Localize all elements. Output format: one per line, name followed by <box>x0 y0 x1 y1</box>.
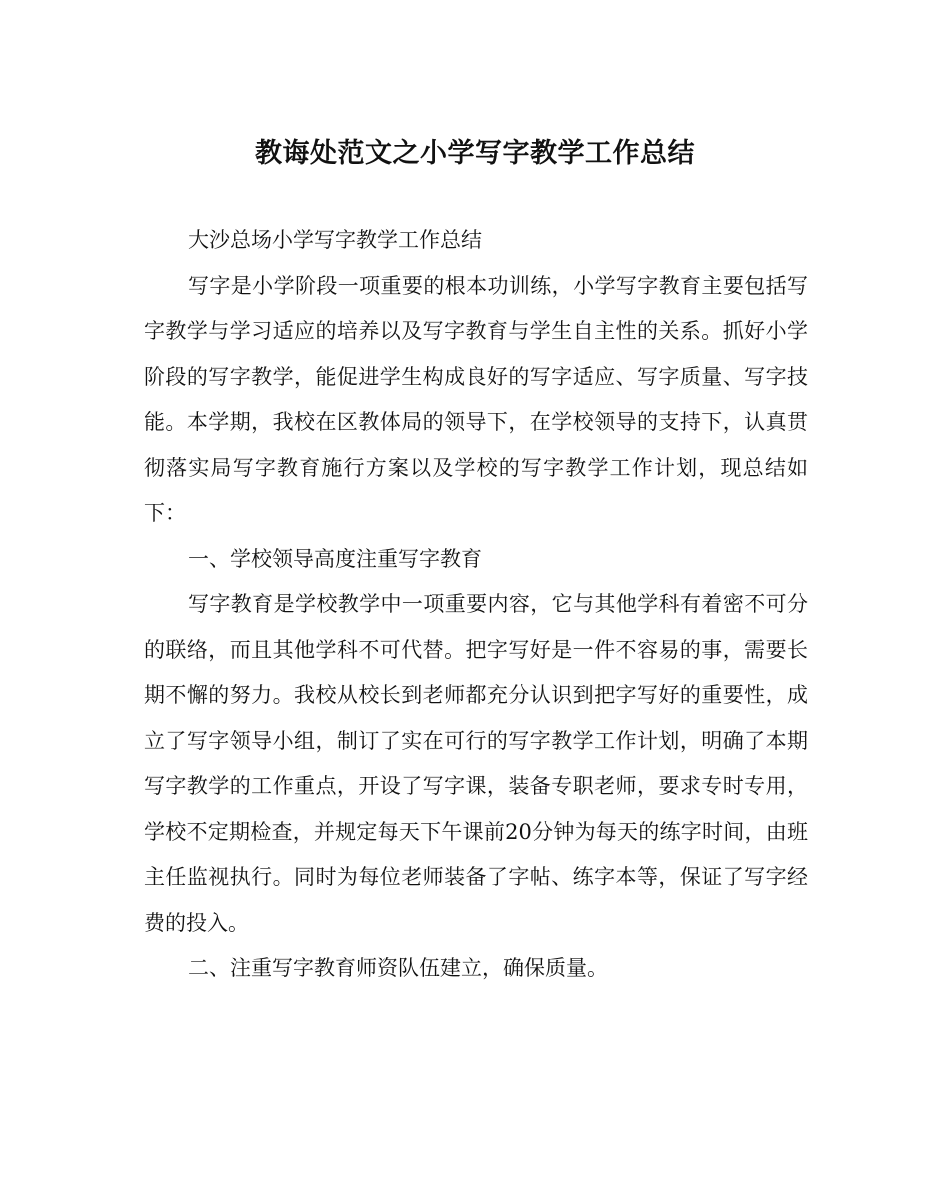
section-heading-1: 一、学校领导高度注重写字教育 <box>188 546 482 571</box>
section-heading-2: 二、注重写字教育师资队伍建立，确保质量。 <box>188 956 608 980</box>
document-body <box>144 218 808 992</box>
document-title: 教诲处范文之小学写字教学工作总结 <box>255 138 695 169</box>
paragraph-section-1: 写字教育是学校教学中一项重要内容，它与其他学科有着密不可分的联络，而且其他学科不可代替。把字写好是一件不容易的事，需要长期不懈的努力。我校从校长到老师都充分认识到把字写好的重要性，成立了写字领导小组，制订了实在可行的写字教学工作计划，明确了本期写字教学的工作重点，开设了写字课，装备专职老师，要求专时专用，学校不定期检查，并规定每天下午课前20分钟为每天的练字时间，由班主任监视执行。同时为每位老师装备了字帖、练字本等，保证了写字经费的投入。 <box>144 592 808 935</box>
paragraph-intro: 写字是小学阶段一项重要的根本功训练，小学写字教育主要包括写字教学与学习适应的培养以及写字教育与学生自主性的关系。抓好小学阶段的写字教学，能促进学生构成良好的写字适应、写字质量、写字技能。本学期，我校在区教体局的领导下，在学校领导的支持下，认真贯彻落实局写字教育施行方案以及学校的写字教学工作计划，现总结如下： <box>144 273 808 525</box>
paragraph-subtitle: 大沙总场小学写字教学工作总结 <box>188 228 482 252</box>
